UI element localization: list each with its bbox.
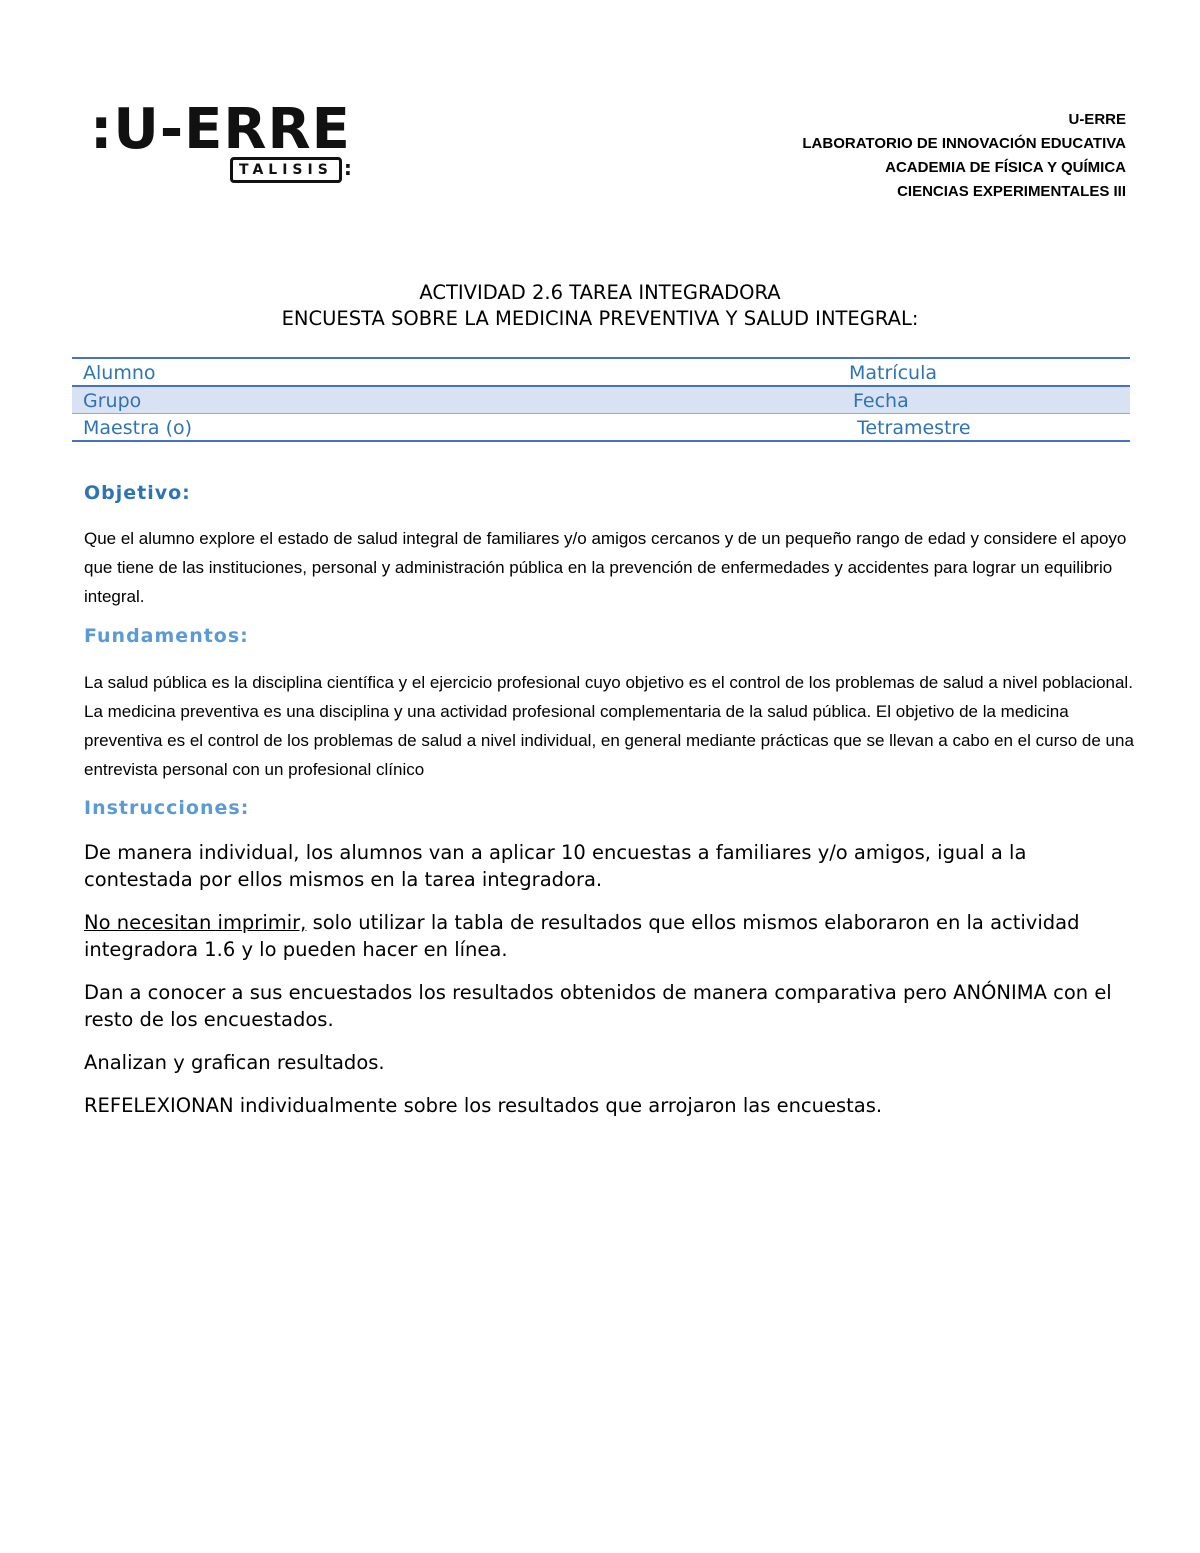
title-line-2: ENCUESTA SOBRE LA MEDICINA PREVENTIVA Y SALUD INTEGRAL: (281, 307, 919, 330)
institution-header (802, 108, 1126, 204)
header-line-4: CIENCIAS EXPERIMENTALES III (897, 183, 1126, 200)
header-line-2: LABORATORIO DE INNOVACIÓN EDUCATIVA (802, 135, 1126, 152)
maestra-label: Maestra (o) (83, 417, 193, 439)
underlined-note: No necesitan imprimir, (84, 911, 307, 934)
objetivo-text: Que el alumno explore el estado de salud integral de familiares y/o amigos cercanos y de un pequeño rango de edad y considere el apoyo que tiene de las instituciones, personal y administración pública en la prevención de enfermedades y accidentes para lograr un equilibrio integral. (84, 529, 1127, 606)
logo-colon: : (343, 156, 352, 180)
table-row (72, 414, 1130, 440)
instruction-paragraph-2-rest: solo utilizar la tabla de resultados que ellos mismos elaboraron en la actividad integradora 1.6 y lo pueden hacer en línea. (84, 911, 1080, 961)
tetramestre-label: Tetramestre (857, 417, 971, 439)
logo-main-text: :U-ERRE (90, 97, 351, 162)
fecha-label: Fecha (853, 390, 909, 412)
grupo-label: Grupo (83, 390, 142, 412)
student-info-table (72, 357, 1130, 442)
matricula-label: Matrícula (849, 362, 937, 384)
instruction-paragraph-3: Dan a conocer a sus encuestados los resultados obtenidos de manera comparativa pero ANÓNIMA con el resto de los encuestados. (84, 981, 1112, 1031)
title-line-1: ACTIVIDAD 2.6 TAREA INTEGRADORA (419, 281, 781, 304)
logo-sub-text: TALISIS (230, 157, 342, 183)
objetivo-heading: Objetivo: (84, 482, 191, 504)
u-erre-logo (90, 97, 360, 185)
table-row (72, 359, 1130, 385)
instruction-paragraph-2 (84, 909, 1124, 963)
table-row (72, 387, 1130, 413)
alumno-label: Alumno (83, 362, 156, 384)
fundamentos-heading: Fundamentos: (84, 625, 249, 647)
table-bottom-border (72, 440, 1130, 442)
instruction-paragraph-1: De manera individual, los alumnos van a aplicar 10 encuestas a familiares y/o amigos, igual a la contestada por ellos mismos en la tarea integradora. (84, 841, 1027, 891)
instruction-paragraph-4: Analizan y grafican resultados. (84, 1051, 385, 1074)
instruction-paragraph-5: REFELEXIONAN individualmente sobre los resultados que arrojaron las encuestas. (84, 1094, 883, 1117)
instrucciones-heading: Instrucciones: (84, 797, 250, 819)
logo-sub (230, 157, 352, 183)
header-line-1: U-ERRE (1068, 111, 1126, 128)
document-title (0, 280, 1200, 332)
fundamentos-text: La salud pública es la disciplina científica y el ejercicio profesional cuyo objetivo es el control de los problemas de salud a nivel poblacional. La medicina preventiva es una disciplina y una actividad profesional complementaria de la salud pública. El objetivo de la medicina preventiva es el control de los problemas de salud a nivel individual, en general mediante prácticas que se llevan a cabo en el curso de una entrevista personal con un profesional clínico (84, 673, 1134, 779)
header-line-3: ACADEMIA DE FÍSICA Y QUÍMICA (885, 159, 1126, 176)
